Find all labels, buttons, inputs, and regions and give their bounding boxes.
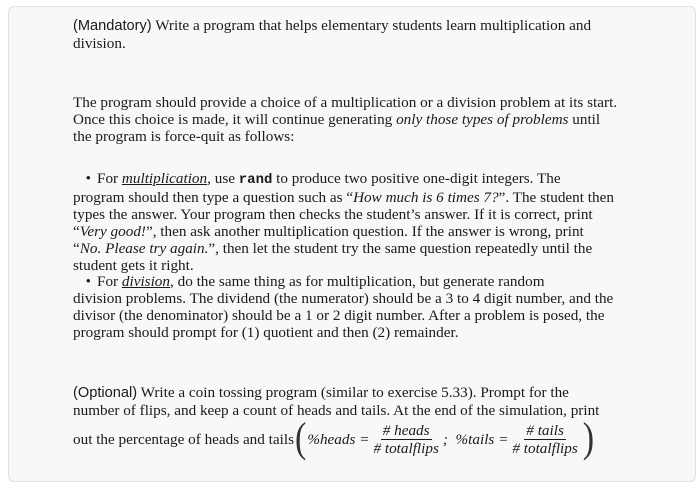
div-text-a: For (97, 273, 122, 290)
heads-denominator: # totalflips (373, 439, 439, 457)
mult-l4-a: “ (73, 223, 80, 240)
optional-formula-line (73, 415, 663, 462)
optional-line-1 (73, 384, 663, 402)
multiplication-paragraph (73, 170, 663, 274)
mult-l5-c: ”, then let the student try the same question repeatedly until the (208, 240, 593, 257)
division-paragraph (73, 273, 663, 341)
mult-text-a: For (97, 170, 122, 187)
try-again-text: No. Please try again. (79, 240, 209, 257)
multiplication-line-6: student gets it right. (73, 257, 194, 274)
sample-question: How much is 6 times 7? (353, 189, 499, 206)
division-line-1 (73, 273, 663, 290)
multiplication-line-5 (73, 240, 663, 257)
division-line-3: divisor (the denominator) should be a 1 or 2 digit number. After a problem is posed, the (73, 307, 605, 324)
division-line-2: division problems. The dividend (the numerator) should be a 3 to 4 digit number, and the (73, 290, 614, 307)
div-text-b: , do the same thing as for multiplication, but generate random (170, 273, 545, 290)
mandatory-tag: (Mandatory) (73, 18, 152, 34)
mult-l5-a: “ (73, 240, 80, 257)
optional-line-2: number of flips, and keep a count of heads and tails. At the end of the simulation, print (73, 402, 600, 419)
multiplication-line-3: types the answer. Your program then checks the student’s answer. If it is correct, print (73, 206, 593, 223)
rand-code: rand (238, 172, 273, 188)
mandatory-title-line-1 (73, 17, 663, 35)
intro-paragraph (73, 94, 663, 145)
mandatory-heading (73, 17, 663, 52)
intro-line-2-start: Once this choice is made, it will continue generating (73, 111, 397, 128)
document-page (8, 6, 696, 482)
intro-line-3: the program is force-quit as follows: (73, 128, 295, 145)
mult-l2-a: program should then type a question such as “ (73, 189, 354, 206)
division-line-4: program should prompt for (1) quotient and then (2) remainder. (73, 324, 459, 341)
left-paren: ( (294, 415, 307, 462)
intro-line-2-end: until (568, 111, 601, 128)
mult-l2-c: ”. The student then (498, 189, 614, 206)
optional-section (73, 384, 663, 462)
optional-tag: (Optional) (73, 385, 138, 401)
bullet-icon: • (85, 170, 91, 187)
optional-title-text: Write a coin tossing program (similar to exercise 5.33). Prompt for the (137, 384, 569, 401)
mandatory-title-text: Write a program that helps elementary students learn multiplication and (151, 17, 592, 34)
heads-numerator: # heads (382, 421, 430, 439)
intro-emphasis: only those types of problems (396, 111, 569, 128)
tails-label: ; %tails = (442, 430, 509, 448)
division-word: division (121, 273, 170, 290)
right-paren: ) (582, 415, 595, 462)
multiplication-line-4 (73, 223, 663, 240)
heads-fraction (371, 422, 440, 457)
very-good-text: Very good! (79, 223, 146, 240)
tails-fraction (510, 422, 579, 457)
mult-l4-c: ”, then ask another multiplication question. If the answer is wrong, print (145, 223, 584, 240)
optional-line-3: out the percentage of heads and tails (73, 430, 294, 448)
multiplication-word: multiplication (121, 170, 208, 187)
tails-denominator: # totalflips (512, 439, 578, 457)
tails-numerator: # tails (526, 421, 564, 439)
multiplication-line-1 (73, 170, 663, 189)
multiplication-line-2 (73, 189, 663, 206)
mult-text-c: to produce two positive one-digit integers. The (272, 170, 561, 187)
heads-label: %heads = (307, 430, 370, 448)
bullet-icon: • (85, 273, 91, 290)
mandatory-title-line-2: division. (73, 35, 126, 52)
intro-line-2 (73, 111, 663, 128)
mult-text-b: , use (207, 170, 239, 187)
intro-line-1: The program should provide a choice of a multiplication or a division problem at its start. (73, 94, 618, 111)
